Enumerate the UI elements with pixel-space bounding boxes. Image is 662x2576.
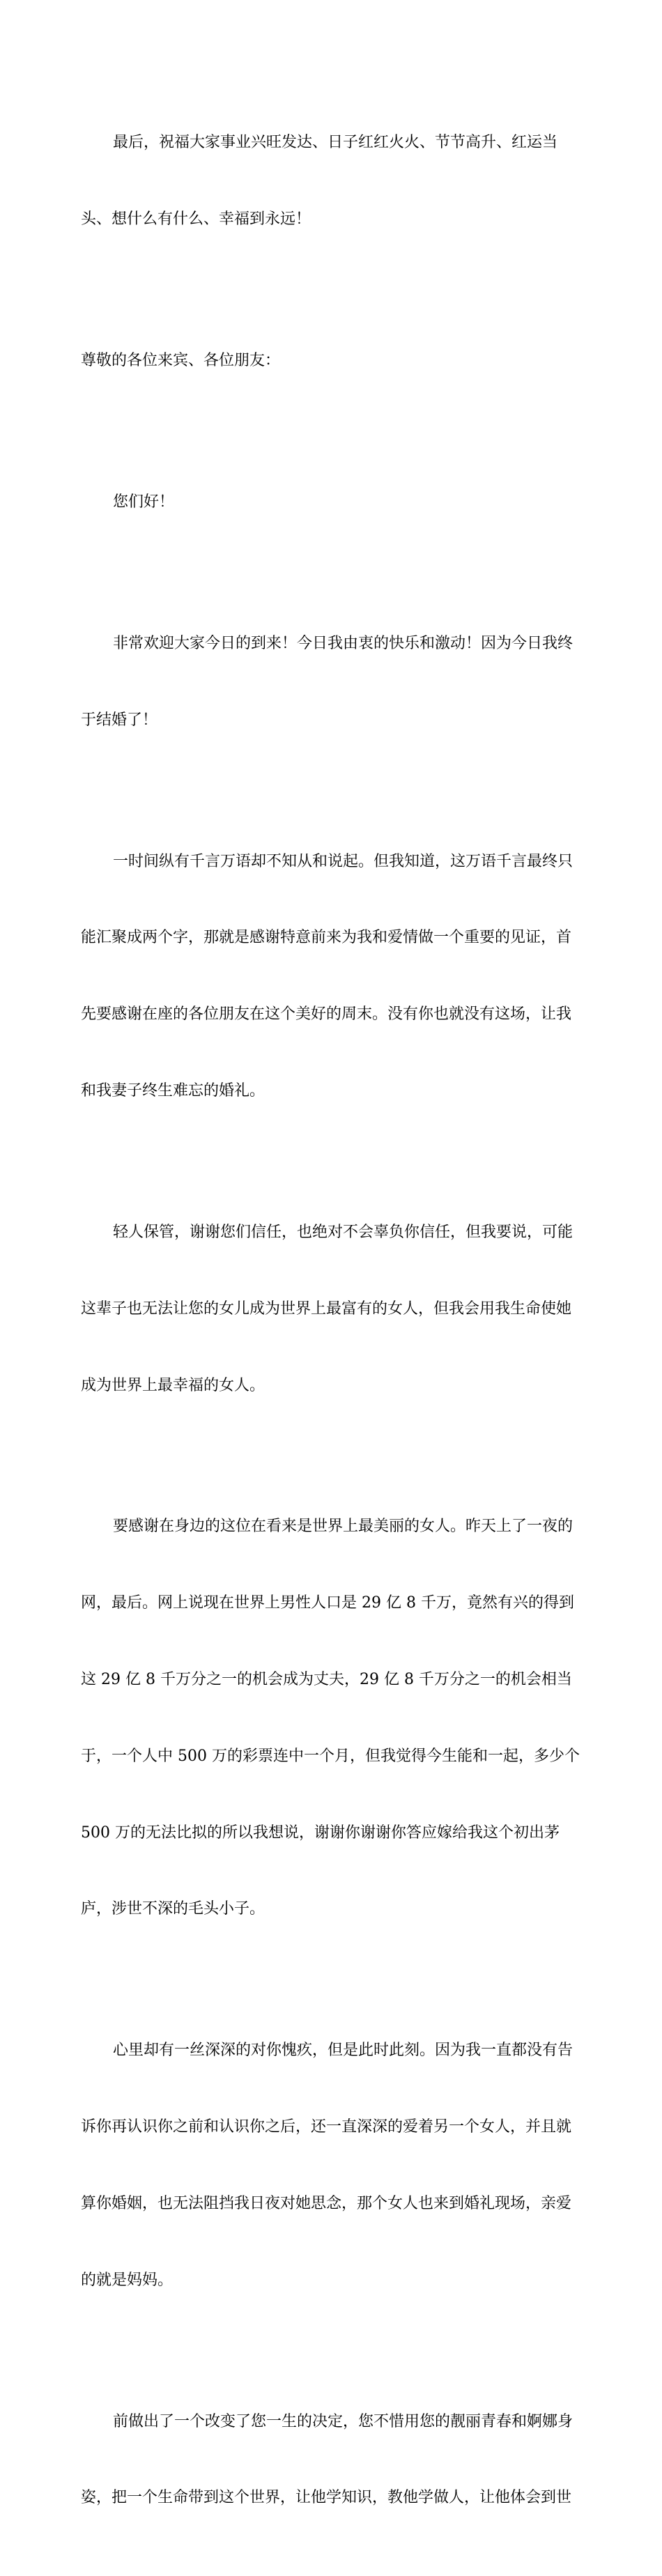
text-line: 诉你再认识你之前和认识你之后，还一直深深的爱着另一个女人，并且就 — [81, 2118, 572, 2136]
paragraph-promise-parents — [81, 1169, 580, 1450]
text-line: 这 29 亿 8 千万分之一的机会成为丈夫，29 亿 8 千万分之一的机会相当 — [81, 1671, 572, 1689]
text-line: 网，最后。网上说现在世界上男性人口是 29 亿 8 千万，竟然有兴的得到 — [81, 1594, 574, 1612]
document-body — [81, 79, 580, 2576]
text-line: 庐，涉世不深的毛头小子。 — [81, 1900, 265, 1918]
paragraph-another-woman — [81, 1987, 580, 2344]
paragraph-salutation — [81, 298, 580, 425]
text-line: 的就是妈妈。 — [81, 2271, 174, 2289]
paragraph-mother — [81, 2358, 580, 2562]
text-line: 心里却有一丝深深的对你愧疚，但是此时此刻。因为我一直都没有告 — [113, 2042, 574, 2060]
paragraph-greeting — [81, 439, 580, 566]
text-line: 和我妻子终生难忘的婚礼。 — [81, 1081, 265, 1100]
paragraph-thanks-wife — [81, 1463, 580, 1973]
paragraph-thanks-friends — [81, 798, 580, 1155]
text-line: 于，一个人中 500 万的彩票连中一个月，但我觉得今生能和一起，多少个 — [81, 1747, 580, 1765]
paragraph-welcome — [81, 580, 580, 785]
text-line: 先要感谢在座的各位朋友在这个美好的周末。没有你也就没有这场，让我 — [81, 1005, 572, 1024]
text-line: 姿，把一个生命带到这个世界，让他学知识，教他学做人，让他体会到世 — [81, 2489, 572, 2507]
text-line: 成为世界上最幸福的女人。 — [81, 1376, 265, 1394]
text-line: 前做出了一个改变了您一生的决定，您不惜用您的靓丽青春和婀娜身 — [113, 2412, 574, 2430]
text-line: 轻人保管，谢谢您们信任，也绝对不会辜负你信任，但我要说，可能 — [113, 1223, 574, 1241]
text-line: 您们好！ — [113, 493, 175, 511]
text-line: 于结婚了！ — [81, 711, 158, 729]
text-line: 一时间纵有千言万语却不知从和说起。但我知道，这万语千言最终只 — [113, 852, 574, 870]
text-line: 非常欢迎大家今日的到来！今日我由衷的快乐和激动！因为今日我终 — [113, 634, 574, 652]
text-line: 尊敬的各位来宾、各位朋友： — [81, 351, 281, 369]
paragraph-closing-blessing — [81, 79, 580, 284]
text-line: 最后，祝福大家事业兴旺发达、日子红红火火、节节高升、红运当 — [113, 134, 558, 152]
text-line: 500 万的无法比拟的所以我想说，谢谢你谢谢你答应嫁给我这个初出茅 — [81, 1823, 560, 1842]
text-line: 能汇聚成两个字，那就是感谢特意前来为我和爱情做一个重要的见证，首 — [81, 929, 572, 947]
text-line: 头、想什么有什么、幸福到永远！ — [81, 210, 311, 228]
text-line: 算你婚姻，也无法阻挡我日夜对她思念，那个女人也来到婚礼现场，亲爱 — [81, 2194, 572, 2212]
text-line: 这辈子也无法让您的女儿成为世界上最富有的女人，但我会用我生命使她 — [81, 1299, 572, 1318]
text-line: 要感谢在身边的这位在看来是世界上最美丽的女人。昨天上了一夜的 — [113, 1518, 574, 1536]
